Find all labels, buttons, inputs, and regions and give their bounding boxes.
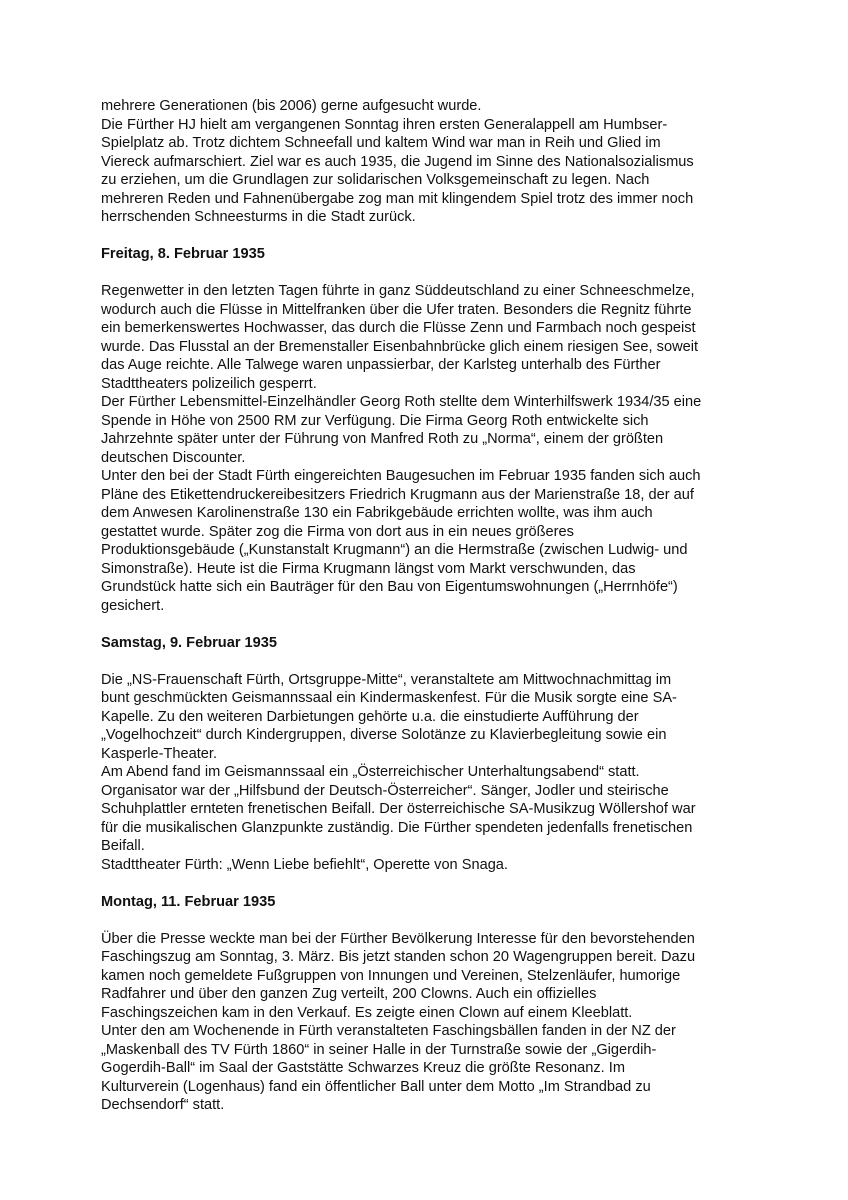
text-line: wurde. Das Flusstal an der Bremenstaller Eisenbahnbrücke glich einem riesigen See, soweit <box>101 338 699 355</box>
text-line: gestattet wurde. Später zog die Firma von dort aus in ein neues größeres <box>101 523 574 540</box>
text-line: zu erziehen, um die Grundlagen zur solidarischen Volksgemeinschaft zu legen. Nach <box>101 172 650 188</box>
text-line: mehreren Reden und Fahnenübergabe zog man mit klingendem Spiel trotz des immer noch <box>101 190 694 207</box>
text-line: ein bemerkenswertes Hochwasser, das durch die Flüsse Zenn und Farmbach noch gespeist <box>101 320 696 336</box>
text-line: Regenwetter in den letzten Tagen führte in ganz Süddeutschland zu einer Schneeschmelze, <box>101 283 695 299</box>
text-line: Radfahrer und über den ganzen Zug verteilt, 200 Clowns. Auch ein offizielles <box>101 986 597 1002</box>
text-line: Unter den bei der Stadt Fürth eingereichten Baugesuchen im Februar 1935 fanden sich auch <box>101 468 701 484</box>
text-line: Viereck aufmarschiert. Ziel war es auch 1935, die Jugend im Sinne des Nationalsozialismus <box>101 153 694 170</box>
section-body-friday <box>101 282 751 615</box>
spacer <box>101 874 751 893</box>
text-line: mehrere Generationen (bis 2006) gerne aufgesucht wurde. <box>101 98 482 114</box>
text-line: wodurch auch die Flüsse in Mittelfranken über die Ufer traten. Besonders die Regnitz führte <box>101 301 692 318</box>
text-line: Unter den am Wochenende in Fürth veranstalteten Faschingsbällen fanden in der NZ der <box>101 1023 676 1039</box>
section-body-monday <box>101 930 751 1115</box>
text-line: Grundstück hatte sich ein Bauträger für den Bau von Eigentumswohnungen („Herrnhöfe“) <box>101 579 678 595</box>
text-line: Die „NS-Frauenschaft Fürth, Ortsgruppe-Mitte“, veranstaltete am Mittwochnachmittag im <box>101 671 672 688</box>
spacer <box>101 264 751 283</box>
section-heading-monday: Montag, 11. Februar 1935 <box>101 893 276 910</box>
text-line: „Vogelhochzeit“ durch Kindergruppen, diverse Solotänze zu Klavierbegleitung sowie ein <box>101 727 667 743</box>
text-line: bunt geschmückten Geismannssaal ein Kindermaskenfest. Für die Musik sorgte eine SA- <box>101 690 677 706</box>
spacer <box>101 911 751 930</box>
spacer <box>101 615 751 634</box>
text-line: Faschingszeichen kam in den Verkauf. Es zeigte einen Clown auf einem Kleeblatt. <box>101 1004 633 1021</box>
text-line: gesichert. <box>101 597 165 614</box>
document-page <box>101 97 751 1115</box>
text-line: Spende in Höhe von 2500 RM zur Verfügung. Die Firma Georg Roth entwickelte sich <box>101 412 649 429</box>
section-heading-friday: Freitag, 8. Februar 1935 <box>101 246 265 262</box>
text-line: Gogerdih-Ball“ im Saal der Gaststätte Schwarzes Kreuz die größte Resonanz. Im <box>101 1060 625 1076</box>
text-line: deutschen Discounter. <box>101 449 246 466</box>
text-line: Stadttheaters polizeilich gesperrt. <box>101 375 317 392</box>
text-line: Spielplatz ab. Trotz dichtem Schneefall und kaltem Wind war man in Reih und Glied im <box>101 135 661 151</box>
text-line: das Auge reichte. Alle Talwege waren unpassierbar, der Karlsteg unterhalb des Fürther <box>101 357 661 373</box>
text-line: Kasperle-Theater. <box>101 745 218 762</box>
text-line: herrschenden Schneesturms in die Stadt zurück. <box>101 209 416 225</box>
text-line: Dechsendorf“ statt. <box>101 1097 225 1113</box>
text-line: Am Abend fand im Geismannssaal ein „Österreichischer Unterhaltungsabend“ statt. <box>101 764 640 780</box>
text-line: „Maskenball des TV Fürth 1860“ in seiner Halle in der Turnstraße sowie der „Gigerdih- <box>101 1041 657 1058</box>
intro-paragraph <box>101 97 751 227</box>
text-line: dem Anwesen Karolinenstraße 130 ein Fabrikgebäude errichten wollte, was ihm auch <box>101 505 653 521</box>
text-line: Organisator war der „Hilfsbund der Deutsch-Österreicher“. Sänger, Jodler und steirische <box>101 782 669 799</box>
text-line: Der Fürther Lebensmittel-Einzelhändler Georg Roth stellte dem Winterhilfswerk 1934/35 eine <box>101 394 702 410</box>
section-body-saturday <box>101 671 751 875</box>
text-line: Über die Presse weckte man bei der Fürther Bevölkerung Interesse für den bevorstehenden <box>101 930 695 947</box>
text-line: Jahrzehnte später unter der Führung von Manfred Roth zu „Norma“, einem der größten <box>101 431 664 447</box>
text-line: Faschingszug am Sonntag, 3. März. Bis jetzt standen schon 20 Wagengruppen bereit. Dazu <box>101 949 696 965</box>
text-line: Simonstraße). Heute ist die Firma Krugmann längst vom Markt verschwunden, das <box>101 560 636 577</box>
text-line: Beifall. <box>101 838 145 854</box>
text-line: für die musikalischen Glanzpunkte zuständig. Die Fürther spendeten jedenfalls frenetischen <box>101 819 693 836</box>
text-line: Kapelle. Zu den weiteren Darbietungen gehörte u.a. die einstudierte Aufführung der <box>101 708 639 725</box>
text-line: Schuhplattler ernteten frenetischen Beifall. Der österreichische SA-Musikzug Wöllershof war <box>101 801 696 817</box>
text-line: Die Fürther HJ hielt am vergangenen Sonntag ihren ersten Generalappell am Humbser- <box>101 116 668 133</box>
section-heading-saturday: Samstag, 9. Februar 1935 <box>101 634 278 651</box>
text-line: Pläne des Etikettendruckereibesitzers Friedrich Krugmann aus der Marienstraße 18, der auf <box>101 486 694 503</box>
spacer <box>101 227 751 246</box>
spacer <box>101 652 751 671</box>
text-line: Produktionsgebäude („Kunstanstalt Krugmann“) an die Hermstraße (zwischen Ludwig- und <box>101 542 688 558</box>
text-line: kamen noch gemeldete Fußgruppen von Innungen und Vereinen, Stelzenläufer, humorige <box>101 967 681 984</box>
text-line: Kulturverein (Logenhaus) fand ein öffentlicher Ball unter dem Motto „Im Strandbad zu <box>101 1078 651 1095</box>
text-line: Stadttheater Fürth: „Wenn Liebe befiehlt“, Operette von Snaga. <box>101 856 508 873</box>
